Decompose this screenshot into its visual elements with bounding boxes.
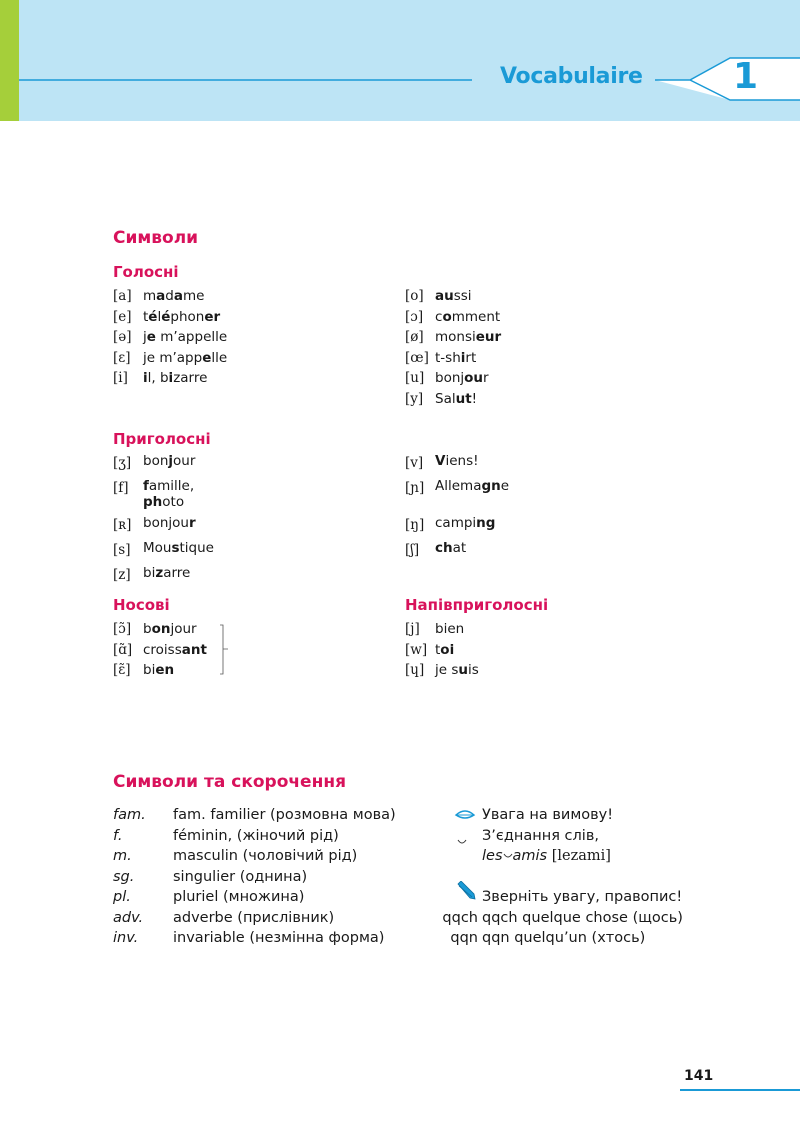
word-part: arre bbox=[163, 564, 191, 581]
symbol-row bbox=[113, 348, 227, 369]
word-part: ssi bbox=[453, 288, 472, 304]
word-part: t bbox=[143, 308, 149, 325]
example-word bbox=[143, 640, 207, 661]
word-part: e bbox=[202, 349, 212, 366]
example-word bbox=[435, 286, 472, 307]
word-part: z bbox=[155, 564, 164, 581]
symbol-row bbox=[113, 307, 227, 328]
word-part: e bbox=[447, 621, 456, 637]
abbreviations-table bbox=[113, 805, 396, 949]
word-part: e bbox=[146, 329, 156, 345]
word-part: ng bbox=[476, 514, 496, 531]
word-part: a bbox=[156, 288, 166, 304]
word-part: on bbox=[151, 621, 171, 637]
word-part: m bbox=[143, 288, 157, 304]
word-part: a bbox=[173, 288, 183, 304]
word-part: o bbox=[442, 308, 452, 325]
word-part: V bbox=[435, 453, 446, 469]
example-word-line bbox=[143, 565, 190, 581]
note-qqch bbox=[420, 908, 683, 929]
symbol-row bbox=[113, 368, 227, 389]
qqch-key: qqch bbox=[442, 909, 478, 926]
abbreviation-row bbox=[113, 846, 396, 867]
ipa-symbol: [ŋ] bbox=[405, 516, 425, 533]
ipa-symbol: [i] bbox=[113, 370, 128, 386]
ipa-symbol: [œ] bbox=[405, 349, 429, 366]
example-word bbox=[435, 368, 489, 389]
symbol-row bbox=[405, 327, 501, 348]
vowels-right-table bbox=[405, 286, 501, 409]
consonants-left-table bbox=[113, 453, 214, 590]
qqn-key: qqn bbox=[450, 930, 478, 946]
ipa-symbol: [ɥ] bbox=[405, 662, 425, 678]
example-word bbox=[435, 327, 501, 348]
symbol-row bbox=[405, 286, 501, 307]
ipa-symbol: [ə] bbox=[113, 329, 132, 345]
example-word bbox=[143, 478, 194, 510]
example-word bbox=[143, 286, 204, 307]
note-pronunciation-text: Увага на вимову! bbox=[482, 807, 614, 823]
word-part: bi bbox=[143, 662, 156, 678]
qqch-desc: qqch quelque chose (щось) bbox=[482, 909, 683, 926]
word-part: oi bbox=[440, 641, 455, 658]
symbol-row bbox=[405, 640, 479, 661]
example-word-line bbox=[435, 540, 466, 556]
consonants-title: Приголосні bbox=[113, 430, 211, 448]
ipa-symbol: [e] bbox=[113, 308, 132, 325]
word-part: l, b bbox=[147, 370, 169, 386]
abbreviation: inv. bbox=[113, 930, 139, 946]
example-word bbox=[435, 660, 479, 681]
word-part: t-sh bbox=[435, 349, 461, 366]
example-word bbox=[143, 660, 174, 681]
ipa-symbol: [a] bbox=[113, 288, 132, 304]
example-word bbox=[435, 307, 500, 328]
word-part: r bbox=[483, 370, 489, 386]
symbol-row bbox=[405, 540, 509, 561]
word-part: j bbox=[143, 329, 147, 345]
symbol-row bbox=[405, 619, 479, 640]
word-part: ut bbox=[455, 390, 472, 407]
example-word-line bbox=[435, 515, 495, 531]
example-word-line bbox=[143, 453, 195, 469]
symbol-row bbox=[405, 453, 509, 474]
symbol-row bbox=[113, 565, 214, 586]
example-word bbox=[143, 368, 207, 389]
word-part: s bbox=[171, 539, 180, 556]
ipa-symbol: [s] bbox=[113, 541, 131, 558]
ipa-symbol: [ʃ] bbox=[405, 541, 420, 558]
ipa-symbol: [o] bbox=[405, 288, 424, 304]
ipa-symbol: [w] bbox=[405, 641, 428, 658]
example-word bbox=[435, 453, 479, 474]
note-liaison bbox=[420, 826, 683, 847]
liaison-example-arc bbox=[503, 853, 513, 861]
symbol-row bbox=[405, 660, 479, 681]
word-part: iens! bbox=[445, 453, 479, 469]
word-part: r bbox=[188, 514, 196, 531]
word-part: ch bbox=[435, 539, 453, 556]
symbol-row bbox=[113, 286, 227, 307]
example-word bbox=[143, 619, 197, 640]
word-part: l bbox=[157, 308, 162, 325]
word-part: n bbox=[455, 621, 465, 637]
word-part: campi bbox=[435, 514, 477, 531]
ipa-symbol: [ø] bbox=[405, 329, 424, 345]
example-word bbox=[435, 640, 454, 661]
symbol-row bbox=[113, 478, 214, 510]
word-part: croiss bbox=[143, 641, 182, 658]
note-liaison-text: З’єднання слів, bbox=[482, 827, 599, 844]
abbreviation: pl. bbox=[113, 889, 131, 905]
ipa-symbol: [z] bbox=[113, 566, 131, 583]
word-part: ! bbox=[471, 390, 478, 407]
pencil-icon bbox=[454, 881, 476, 901]
liaison-example-ipa: [lezami] bbox=[551, 848, 611, 864]
word-part: je s bbox=[435, 662, 459, 678]
notes-list bbox=[420, 805, 683, 949]
symbol-row bbox=[405, 389, 501, 410]
semivowels-title: Напівприголосні bbox=[405, 596, 549, 614]
word-part: é bbox=[161, 308, 171, 325]
word-part: m’appelle bbox=[155, 329, 228, 345]
abbreviation-row bbox=[113, 826, 396, 847]
vowels-title: Голосні bbox=[113, 263, 179, 281]
abbreviation-description: invariable (незмінна форма) bbox=[173, 930, 385, 946]
abbreviation-row bbox=[113, 867, 396, 888]
ipa-symbol: [ɔ̃] bbox=[113, 621, 132, 637]
example-word bbox=[435, 348, 476, 369]
example-word-line bbox=[435, 478, 509, 494]
ipa-symbol: [j] bbox=[405, 621, 420, 637]
word-part: rt bbox=[465, 349, 477, 366]
word-part: gn bbox=[481, 478, 501, 494]
note-pronunciation bbox=[420, 805, 683, 826]
example-word bbox=[435, 540, 466, 561]
word-part: our bbox=[173, 453, 196, 469]
ipa-symbol: [y] bbox=[405, 390, 424, 407]
word-part: ant bbox=[181, 641, 207, 658]
word-part: bonj bbox=[435, 370, 465, 386]
word-part: jour bbox=[170, 621, 197, 637]
ipa-symbol: [ɲ] bbox=[405, 480, 425, 496]
header-title: Vocabulaire bbox=[500, 64, 643, 89]
abbreviation: f. bbox=[113, 827, 123, 844]
example-word bbox=[143, 453, 195, 474]
note-spelling bbox=[420, 887, 683, 908]
abbreviation: adv. bbox=[113, 909, 144, 926]
abbreviation: sg. bbox=[113, 868, 135, 885]
page-number: 141 bbox=[684, 1068, 714, 1084]
note-liaison-example bbox=[420, 846, 683, 867]
word-part: je m’app bbox=[143, 349, 203, 366]
consonants-right-table bbox=[405, 453, 509, 565]
symbol-row bbox=[113, 619, 207, 640]
vowels-left-table bbox=[113, 286, 227, 389]
word-part: oto bbox=[162, 494, 185, 510]
abbreviation-row bbox=[113, 908, 396, 929]
word-part: au bbox=[435, 288, 454, 304]
semivowels-table bbox=[405, 619, 479, 681]
abbreviation-row bbox=[113, 887, 396, 908]
nasals-bracket bbox=[219, 624, 233, 676]
word-part: c bbox=[435, 308, 443, 325]
example-word bbox=[143, 307, 220, 328]
abbreviation-description: adverbe (прислівник) bbox=[173, 909, 335, 926]
example-word bbox=[435, 478, 509, 510]
word-part: lle bbox=[211, 349, 228, 366]
symbol-row bbox=[113, 515, 214, 536]
word-part: tique bbox=[179, 539, 214, 556]
symbol-row bbox=[113, 327, 227, 348]
abbreviation-description: fam. familier (розмовна мова) bbox=[173, 807, 396, 823]
ipa-symbol: [ɔ] bbox=[405, 308, 424, 325]
word-part: bon bbox=[143, 453, 169, 469]
chapter-number: 1 bbox=[733, 56, 759, 97]
word-part: Allema bbox=[435, 478, 482, 494]
ipa-symbol: [ɛ̃] bbox=[113, 662, 131, 678]
word-part: at bbox=[452, 539, 467, 556]
word-part: me bbox=[182, 288, 205, 304]
ipa-symbol: [ɑ̃] bbox=[113, 641, 133, 658]
word-part: is bbox=[468, 662, 479, 678]
word-part: en bbox=[155, 662, 175, 678]
qqn-desc: qqn quelqu’un (хтось) bbox=[482, 930, 646, 946]
header-decoration bbox=[0, 0, 800, 121]
lips-icon bbox=[454, 807, 476, 823]
word-part: d bbox=[165, 288, 174, 304]
example-word-line bbox=[143, 515, 196, 531]
word-part: phon bbox=[170, 308, 205, 325]
nasals-table bbox=[113, 619, 207, 681]
word-part: i bbox=[143, 370, 148, 386]
abbreviation-row bbox=[113, 928, 396, 949]
word-part: eur bbox=[475, 329, 502, 345]
example-word-line bbox=[435, 494, 509, 510]
word-part: e bbox=[500, 478, 510, 494]
nasals-title: Носові bbox=[113, 596, 170, 614]
word-part: j bbox=[168, 453, 174, 469]
example-word bbox=[435, 389, 477, 410]
word-part: i bbox=[168, 370, 174, 386]
note-qqn bbox=[420, 928, 683, 949]
liaison-example-word1: les bbox=[482, 848, 503, 864]
example-word bbox=[435, 515, 495, 536]
example-word-line bbox=[143, 540, 214, 556]
word-part: t bbox=[435, 641, 441, 658]
example-word bbox=[143, 540, 214, 561]
word-part: Mou bbox=[143, 539, 172, 556]
note-spelling-text: Зверніть увагу, правопис! bbox=[482, 889, 683, 905]
example-word-line bbox=[143, 478, 194, 494]
word-part: er bbox=[204, 308, 221, 325]
example-word-line bbox=[143, 494, 194, 510]
example-word bbox=[143, 565, 190, 586]
abbreviation-description: pluriel (множина) bbox=[173, 889, 305, 905]
example-word bbox=[435, 619, 464, 640]
abbreviation-description: singulier (однина) bbox=[173, 868, 308, 885]
word-part: u bbox=[458, 662, 469, 678]
liaison-example-word2: amis bbox=[512, 848, 548, 864]
ipa-symbol: [ʒ] bbox=[113, 455, 132, 471]
example-word bbox=[143, 327, 227, 348]
word-part: amille, bbox=[148, 478, 195, 494]
word-part: Sal bbox=[435, 390, 456, 407]
abbreviation: fam. bbox=[113, 807, 146, 823]
symbol-row bbox=[405, 515, 509, 536]
word-part: b bbox=[143, 621, 152, 637]
ipa-symbol: [v] bbox=[405, 455, 424, 471]
word-part: i bbox=[460, 349, 466, 366]
abbreviation-description: féminin, (жіночий рід) bbox=[173, 827, 339, 844]
word-part: mment bbox=[451, 308, 501, 325]
ipa-symbol: [ʀ] bbox=[113, 516, 132, 533]
symbol-row bbox=[113, 660, 207, 681]
symbol-row bbox=[405, 368, 501, 389]
symbol-row bbox=[113, 540, 214, 561]
abbreviation-row bbox=[113, 805, 396, 826]
word-part: monsi bbox=[435, 329, 476, 345]
page-number-rule bbox=[680, 1089, 800, 1091]
word-part: ou bbox=[464, 370, 484, 386]
example-word bbox=[143, 515, 196, 536]
word-part: bonjou bbox=[143, 514, 189, 531]
symbol-row bbox=[113, 453, 214, 474]
symbol-row bbox=[405, 348, 501, 369]
word-part: bi bbox=[435, 621, 448, 637]
word-part: bi bbox=[143, 564, 156, 581]
symbol-row bbox=[405, 307, 501, 328]
word-part: ph bbox=[143, 494, 163, 510]
word-part: é bbox=[148, 308, 158, 325]
example-word bbox=[143, 348, 227, 369]
word-part: zarre bbox=[173, 370, 208, 386]
ipa-symbol: [u] bbox=[405, 370, 425, 386]
word-part: f bbox=[143, 478, 149, 494]
symbol-row bbox=[405, 478, 509, 510]
abbreviation: m. bbox=[113, 848, 132, 864]
abbreviations-title: Символи та скорочення bbox=[113, 772, 346, 792]
example-word-line bbox=[435, 453, 479, 469]
abbreviation-description: masculin (чоловічий рід) bbox=[173, 848, 358, 864]
ipa-symbol: [f] bbox=[113, 480, 129, 496]
ipa-symbol: [ɛ] bbox=[113, 349, 131, 366]
symbols-title: Символи bbox=[113, 228, 199, 248]
symbol-row bbox=[113, 640, 207, 661]
